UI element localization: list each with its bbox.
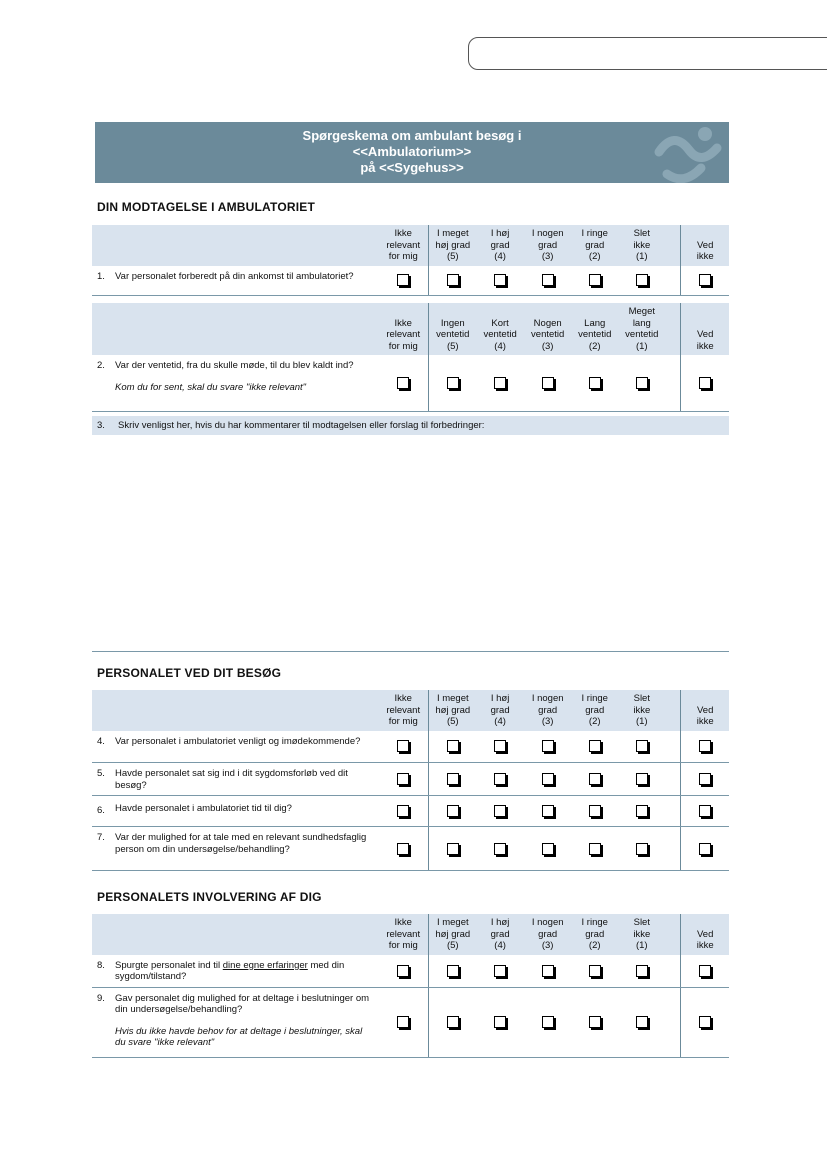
checkbox-1[interactable] <box>636 274 648 286</box>
checkbox-not-relevant[interactable] <box>397 843 409 855</box>
checkbox-2[interactable] <box>589 1016 601 1028</box>
checkbox-2[interactable] <box>589 377 601 389</box>
scale-col-2: I ringe grad (2) <box>572 690 618 731</box>
wait-col-5: Ingen ventetid (5) <box>429 303 477 355</box>
question-row <box>92 266 729 296</box>
question-number: 4. <box>92 731 115 763</box>
scale-header-row <box>92 914 729 955</box>
checkbox-5[interactable] <box>447 805 459 817</box>
reception-table-q2 <box>92 303 729 412</box>
section-title-staff: PERSONALET VED DIT BESØG <box>97 666 282 680</box>
checkbox-5[interactable] <box>447 740 459 752</box>
question-number: 5. <box>92 763 115 796</box>
reception-table-q1 <box>92 225 729 296</box>
checkbox-5[interactable] <box>447 843 459 855</box>
question-row <box>92 955 729 988</box>
question-note: Hvis du ikke havde behov for at deltage i beslutninger, skal du svare "ikke relevant" <box>115 1025 363 1048</box>
checkbox-1[interactable] <box>636 843 648 855</box>
checkbox-3[interactable] <box>542 965 554 977</box>
wait-col-4: Kort ventetid (4) <box>477 303 524 355</box>
scale-col-1: Slet ikke (1) <box>618 914 666 955</box>
scale-col-not-relevant: Ikke relevant for mig <box>378 914 428 955</box>
scale-col-2: I ringe grad (2) <box>572 914 618 955</box>
wait-col-2: Lang ventetid (2) <box>572 303 618 355</box>
question-text: Var personalet forberedt på din ankomst til ambulatoriet? <box>115 266 378 296</box>
scale-header-row <box>92 225 729 266</box>
question-number: 1. <box>92 266 115 296</box>
involvement-table <box>92 914 729 1058</box>
question-text: Skriv venligst her, hvis du har kommentarer til modtagelsen eller forslag til forbedringer: <box>118 420 485 431</box>
checkbox-3[interactable] <box>542 274 554 286</box>
checkbox-4[interactable] <box>494 965 506 977</box>
scale-col-5: I meget høj grad (5) <box>429 690 477 731</box>
checkbox-1[interactable] <box>636 377 648 389</box>
scale-col-not-relevant: Ikke relevant for mig <box>378 225 428 266</box>
scale-col-dont-know: Ved ikke <box>681 914 729 955</box>
question-text: Var der ventetid, fra du skulle møde, til du blev kaldt ind? Kom du for sent, skal du svare "ikke relevant" <box>115 355 378 411</box>
checkbox-dont-know[interactable] <box>699 805 711 817</box>
scale-col-3: I nogen grad (3) <box>524 225 572 266</box>
checkbox-3[interactable] <box>542 1016 554 1028</box>
checkbox-4[interactable] <box>494 377 506 389</box>
checkbox-not-relevant[interactable] <box>397 805 409 817</box>
scale-col-4: I høj grad (4) <box>477 690 524 731</box>
checkbox-4[interactable] <box>494 805 506 817</box>
question-row <box>92 763 729 796</box>
scale-col-4: I høj grad (4) <box>477 914 524 955</box>
checkbox-not-relevant[interactable] <box>397 274 409 286</box>
checkbox-1[interactable] <box>636 773 648 785</box>
scale-col-5: I meget høj grad (5) <box>429 914 477 955</box>
checkbox-dont-know[interactable] <box>699 843 711 855</box>
checkbox-4[interactable] <box>494 1016 506 1028</box>
logo-watermark-icon <box>639 122 729 183</box>
question-text: Spurgte personalet ind til dine egne erfaringer med din sygdom/tilstand? <box>115 955 378 988</box>
question-row <box>92 827 729 871</box>
checkbox-1[interactable] <box>636 740 648 752</box>
checkbox-2[interactable] <box>589 805 601 817</box>
checkbox-4[interactable] <box>494 843 506 855</box>
question-text: Havde personalet sat sig ind i dit sygdomsforløb ved dit besøg? <box>115 763 378 796</box>
question-row <box>92 796 729 827</box>
checkbox-dont-know[interactable] <box>699 740 711 752</box>
question-text: Var der mulighed for at tale med en relevant sundhedsfaglig person om din undersøgelse/behandling? <box>115 827 378 871</box>
wait-col-1: Meget lang ventetid (1) <box>618 303 666 355</box>
scale-col-5: I meget høj grad (5) <box>429 225 477 266</box>
scale-col-1: Slet ikke (1) <box>618 225 666 266</box>
comment-area-bottom-rule <box>92 651 729 652</box>
checkbox-2[interactable] <box>589 740 601 752</box>
section-title-involvement: PERSONALETS INVOLVERING AF DIG <box>97 890 322 904</box>
question-row <box>92 355 729 411</box>
scale-col-4: I høj grad (4) <box>477 225 524 266</box>
checkbox-not-relevant[interactable] <box>397 965 409 977</box>
checkbox-3[interactable] <box>542 773 554 785</box>
scale-col-dont-know: Ved ikke <box>681 690 729 731</box>
checkbox-not-relevant[interactable] <box>397 740 409 752</box>
checkbox-2[interactable] <box>589 843 601 855</box>
checkbox-3[interactable] <box>542 740 554 752</box>
checkbox-4[interactable] <box>494 773 506 785</box>
question-number: 3. <box>97 420 105 431</box>
scale-header-row <box>92 690 729 731</box>
comment-area[interactable] <box>92 435 729 650</box>
checkbox-1[interactable] <box>636 805 648 817</box>
scale-col-not-relevant: Ikke relevant for mig <box>378 690 428 731</box>
checkbox-not-relevant[interactable] <box>397 377 409 389</box>
checkbox-dont-know[interactable] <box>699 274 711 286</box>
checkbox-5[interactable] <box>447 965 459 977</box>
staff-table <box>92 690 729 871</box>
page-tab-box <box>468 37 827 70</box>
checkbox-dont-know[interactable] <box>699 377 711 389</box>
wait-col-dont-know: Ved ikke <box>681 303 729 355</box>
title-line-3: på <<Sygehus>> <box>360 160 464 175</box>
checkbox-2[interactable] <box>589 965 601 977</box>
question-text: Var personalet i ambulatoriet venligt og imødekommende? <box>115 731 378 763</box>
checkbox-dont-know[interactable] <box>699 773 711 785</box>
wait-col-not-relevant: Ikke relevant for mig <box>378 303 428 355</box>
question-number: 2. <box>92 355 115 411</box>
question-row <box>92 987 729 1057</box>
question-text: Gav personalet dig mulighed for at deltage i beslutninger om din undersøgelse/behandling? Hvis du ikke havde behov for at deltage i beslutninger, skal du svare "ikke relevant" <box>115 987 378 1057</box>
checkbox-1[interactable] <box>636 1016 648 1028</box>
underlined-phrase: dine egne erfaringer <box>222 959 308 971</box>
checkbox-not-relevant[interactable] <box>397 1016 409 1028</box>
section-title-reception: DIN MODTAGELSE I AMBULATORIET <box>97 200 316 214</box>
questionnaire-title-banner <box>95 122 729 183</box>
checkbox-3[interactable] <box>542 377 554 389</box>
checkbox-5[interactable] <box>447 1016 459 1028</box>
scale-col-dont-know: Ved ikke <box>681 225 729 266</box>
checkbox-2[interactable] <box>589 274 601 286</box>
checkbox-dont-know[interactable] <box>699 965 711 977</box>
scale-col-2: I ringe grad (2) <box>572 225 618 266</box>
checkbox-2[interactable] <box>589 773 601 785</box>
checkbox-3[interactable] <box>542 805 554 817</box>
scale-col-3: I nogen grad (3) <box>524 914 572 955</box>
question-row <box>92 731 729 763</box>
checkbox-1[interactable] <box>636 965 648 977</box>
title-line-2: <<Ambulatorium>> <box>352 144 472 159</box>
checkbox-not-relevant[interactable] <box>397 773 409 785</box>
question-text: Havde personalet i ambulatoriet tid til dig? <box>115 796 378 827</box>
wait-scale-header-row <box>92 303 729 355</box>
checkbox-5[interactable] <box>447 773 459 785</box>
question-number: 6. <box>92 796 115 827</box>
checkbox-dont-know[interactable] <box>699 1016 711 1028</box>
comment-prompt <box>92 416 729 435</box>
checkbox-4[interactable] <box>494 740 506 752</box>
checkbox-5[interactable] <box>447 274 459 286</box>
checkbox-4[interactable] <box>494 274 506 286</box>
question-number: 8. <box>92 955 115 988</box>
wait-col-3: Nogen ventetid (3) <box>524 303 572 355</box>
scale-col-1: Slet ikke (1) <box>618 690 666 731</box>
checkbox-3[interactable] <box>542 843 554 855</box>
question-number: 9. <box>92 987 115 1057</box>
checkbox-5[interactable] <box>447 377 459 389</box>
title-line-1: Spørgeskema om ambulant besøg i <box>302 128 522 143</box>
question-note: Kom du for sent, skal du svare "ikke relevant" <box>115 381 307 393</box>
scale-col-3: I nogen grad (3) <box>524 690 572 731</box>
question-number: 7. <box>92 827 115 871</box>
